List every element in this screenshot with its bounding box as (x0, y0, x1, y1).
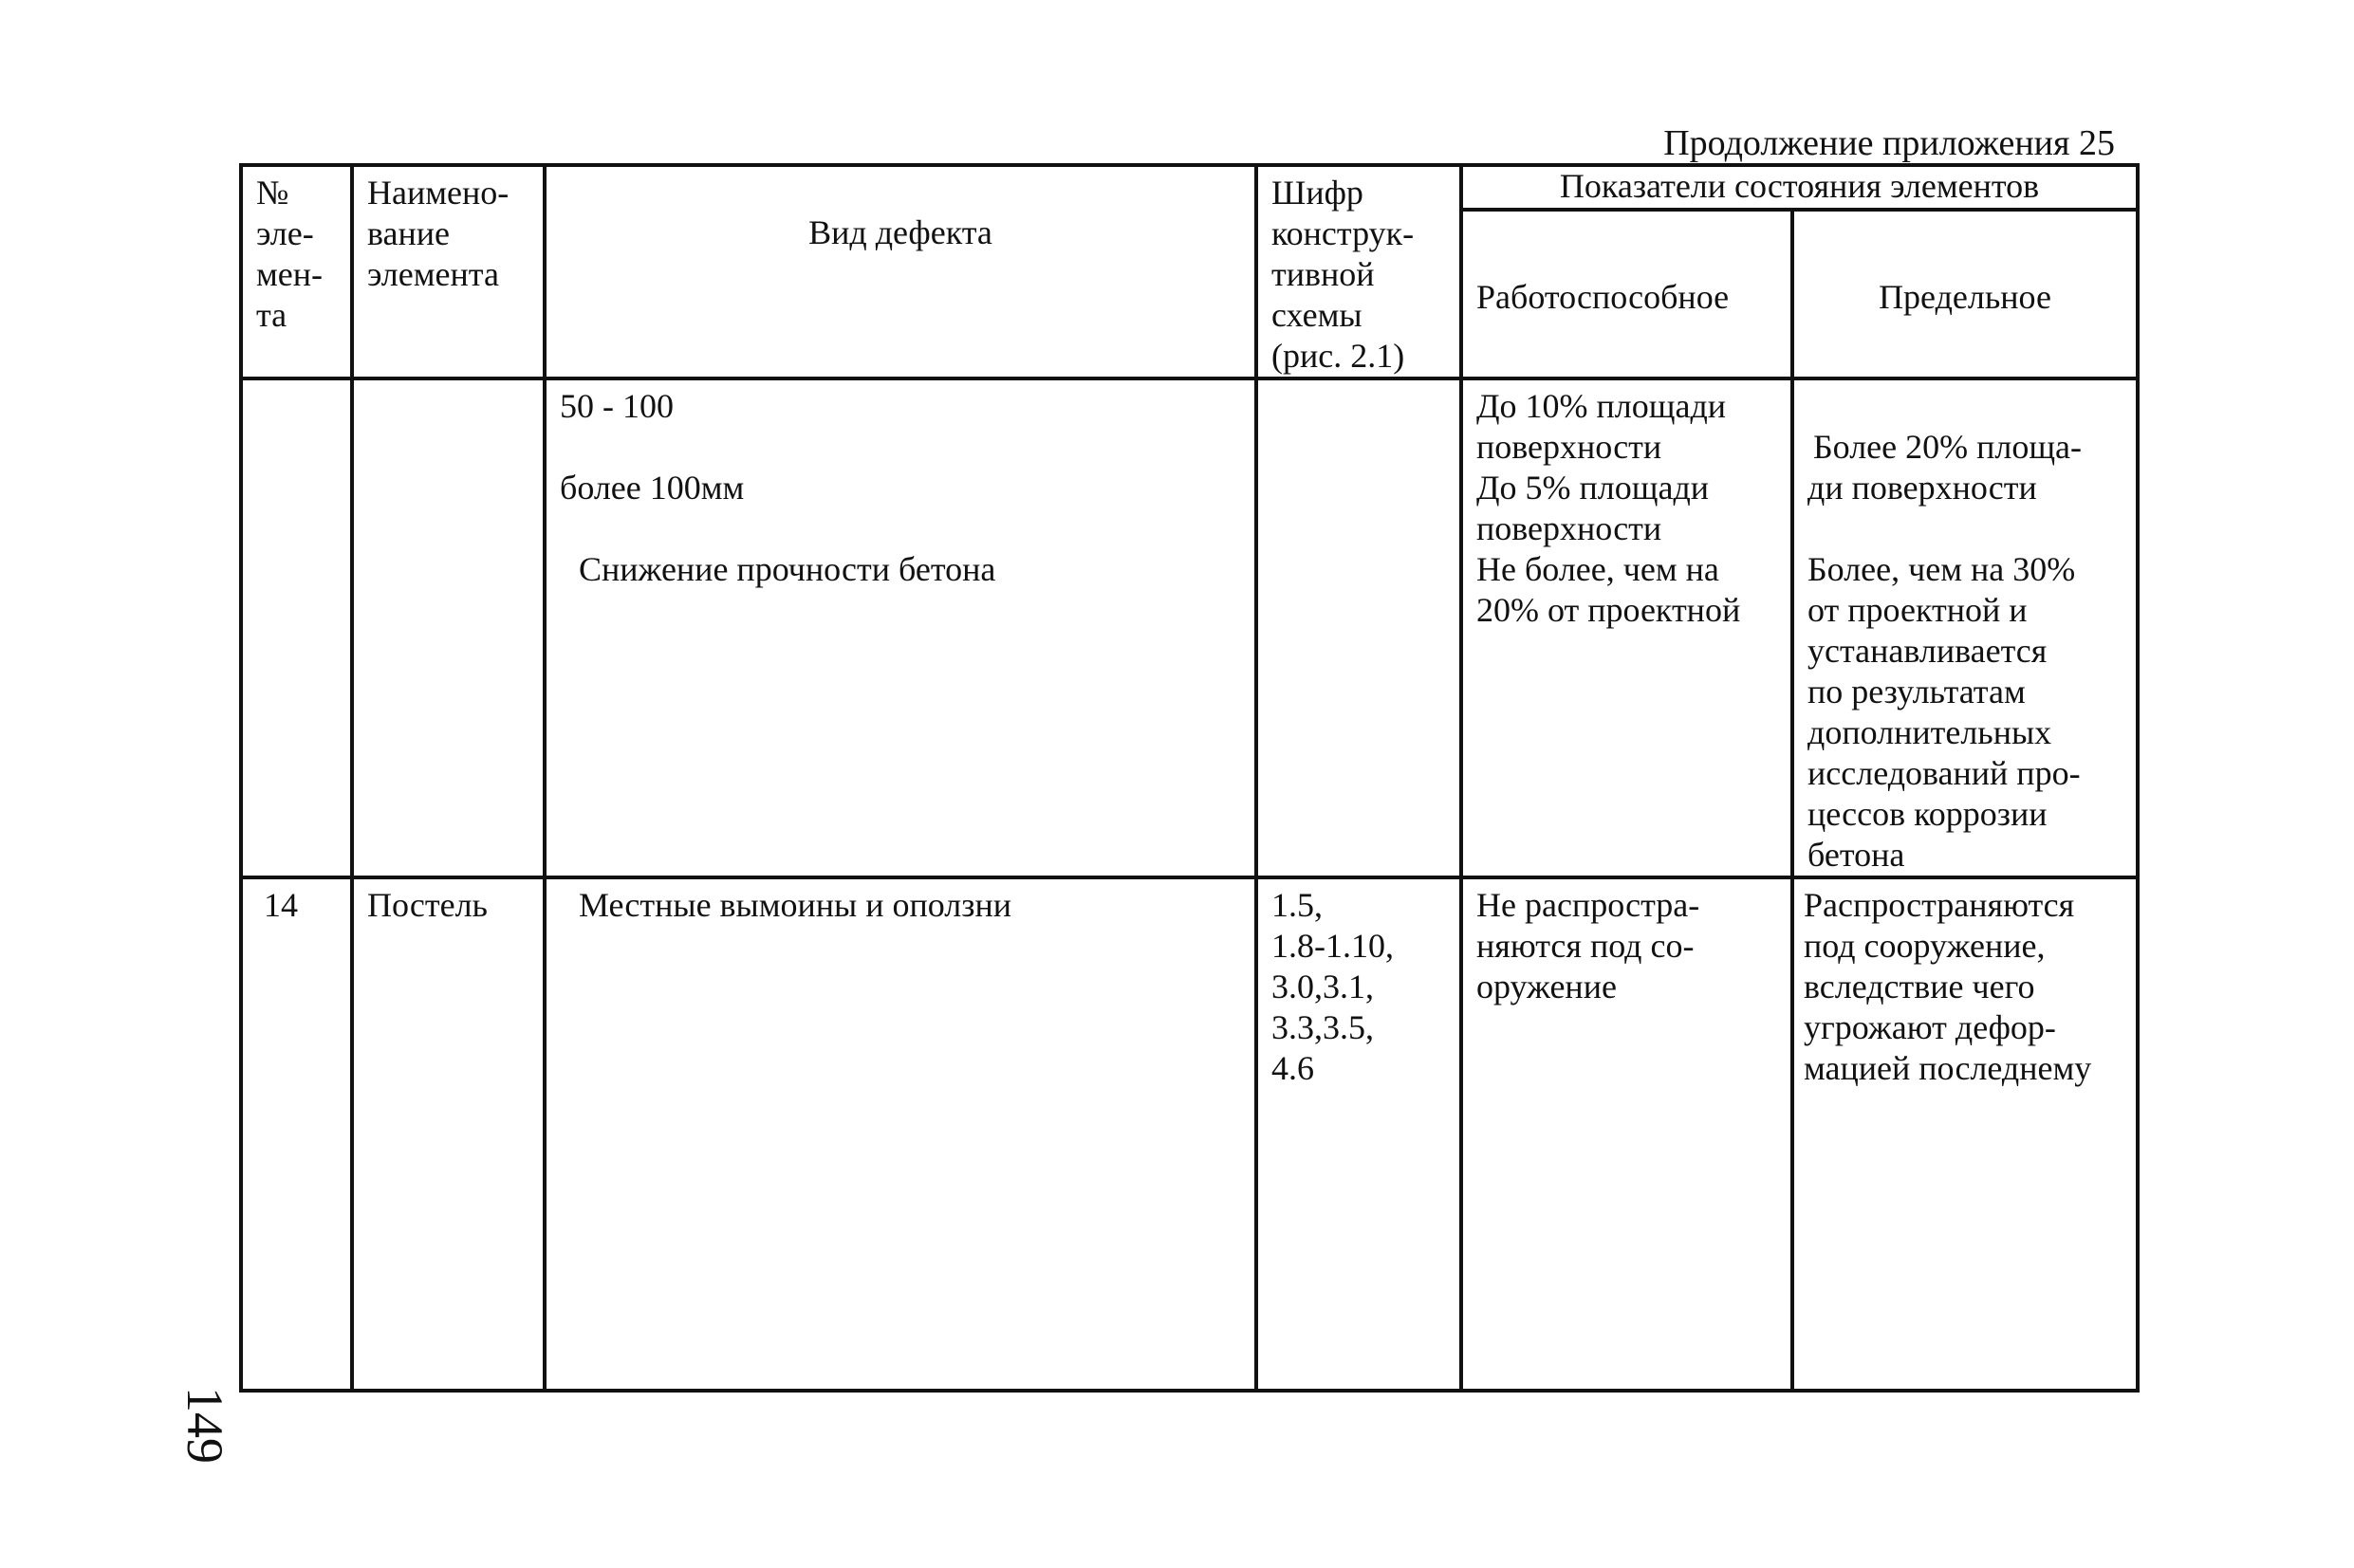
cell-limit: Распространяются под сооружение, вследствие чего угрожают дефор- мацией последнему (1792, 877, 2138, 1391)
header-code: Шифр конструк- тивной схемы (рис. 2.1) (1256, 165, 1461, 378)
continuation-caption: Продолжение приложения 25 (1663, 123, 2115, 163)
cell-code: 1.5, 1.8-1.10, 3.0,3.1, 3.3,3.5, 4.6 (1256, 877, 1461, 1391)
cell-num: 14 (241, 877, 352, 1391)
cell-operable: До 10% площади поверхности До 5% площади поверхности Не более, чем на 20% от проектной (1461, 378, 1792, 877)
cell-defect: 50 - 100 более 100мм Снижение прочности бетона (545, 378, 1256, 877)
cell-operable: Не распростра- няются под со- оружение (1461, 877, 1792, 1391)
cell-code (1256, 378, 1461, 877)
defects-table (239, 163, 2140, 1393)
table-row (241, 877, 2138, 1391)
header-limit: Предельное (1792, 210, 2138, 378)
cell-name (352, 378, 545, 877)
cell-name: Постель (352, 877, 545, 1391)
header-name: Наимено- вание элемента (352, 165, 545, 378)
header-operable: Работоспособное (1461, 210, 1792, 378)
table-row (241, 378, 2138, 877)
page-number: 149 (176, 1387, 233, 1464)
header-num: № эле- мен- та (241, 165, 352, 378)
cell-num (241, 378, 352, 877)
cell-defect: Местные вымоины и оползни (545, 877, 1256, 1391)
cell-limit: Более 20% площа- ди поверхности Более, чем на 30% от проектной и устанавливается по результатам дополнительных исследований про- цессов коррозии бетона (1792, 378, 2138, 877)
header-defect: Вид дефекта (545, 165, 1256, 378)
header-indicators: Показатели состояния элементов (1461, 165, 2138, 210)
